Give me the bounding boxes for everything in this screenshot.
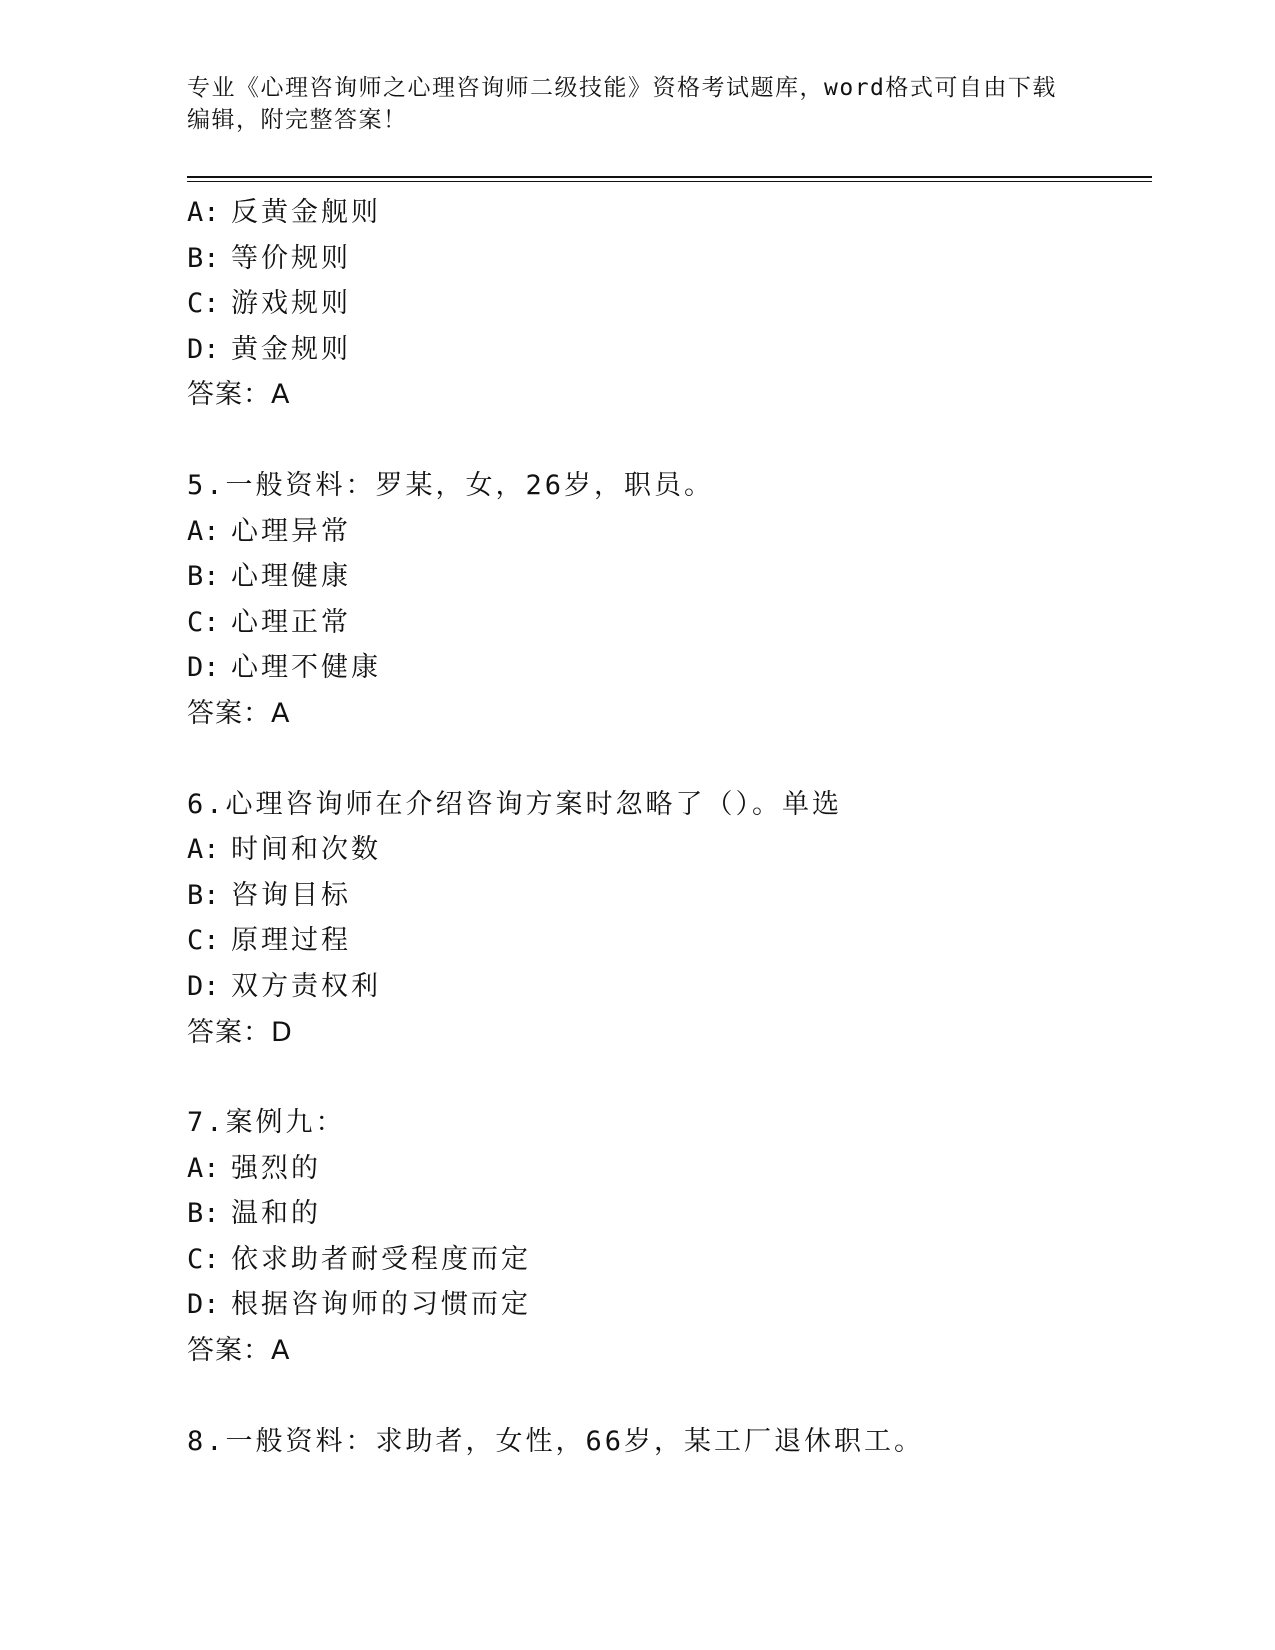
answer-line: 答案：A: [187, 697, 291, 729]
option-text: 原理过程: [231, 925, 351, 957]
option-letter: B:: [187, 1198, 220, 1230]
option-text: 黄金规则: [231, 333, 351, 365]
question-block: [187, 782, 1152, 1056]
question-text: 7.案例九：: [187, 1107, 346, 1139]
option-letter: A:: [187, 197, 220, 228]
option-b: [187, 554, 1152, 600]
option-letter: C:: [187, 925, 220, 957]
option-text: 等价规则: [231, 242, 351, 274]
document-header: [187, 72, 1067, 136]
option-d: [187, 645, 1152, 691]
option-text: 强烈的: [231, 1152, 321, 1184]
option-letter: B:: [187, 242, 220, 274]
option-c: [187, 600, 1152, 646]
option-a: [187, 190, 1152, 236]
header-line-2: 编辑，附完整答案！: [187, 107, 408, 133]
header-line-1: 专业《心理咨询师之心理咨询师二级技能》资格考试题库，word格式可自由下载: [187, 75, 1057, 101]
answer-line: 答案：A: [187, 379, 291, 411]
header-divider-thin: [187, 181, 1152, 182]
option-c: [187, 281, 1152, 327]
answer-line: 答案：D: [187, 1016, 293, 1048]
option-d: [187, 964, 1152, 1010]
option-letter: A:: [187, 1152, 220, 1184]
option-text: 心理健康: [231, 561, 351, 593]
option-text: 心理异常: [231, 515, 351, 547]
option-d: [187, 327, 1152, 373]
option-letter: D:: [187, 1289, 220, 1321]
option-b: [187, 1191, 1152, 1237]
question-text: 5.一般资料：罗某，女，26岁，职员。: [187, 469, 715, 501]
option-letter: B:: [187, 879, 220, 911]
option-d: [187, 1282, 1152, 1328]
option-text: 时间和次数: [231, 834, 381, 866]
option-letter: C:: [187, 288, 220, 320]
option-text: 心理正常: [231, 606, 351, 638]
option-text: 依求助者耐受程度而定: [231, 1243, 531, 1275]
header-divider-thick: [187, 176, 1152, 178]
option-c: [187, 1237, 1152, 1283]
option-b: [187, 873, 1152, 919]
option-letter: A:: [187, 834, 220, 866]
answer-line: 答案：A: [187, 1335, 291, 1367]
option-text: 咨询目标: [231, 879, 351, 911]
question-block: [187, 463, 1152, 737]
option-letter: C:: [187, 606, 220, 638]
option-text: 双方责权利: [231, 970, 381, 1002]
option-text: 温和的: [231, 1198, 321, 1230]
option-b: [187, 236, 1152, 282]
option-letter: B:: [187, 561, 220, 593]
question-list: [187, 190, 1152, 1464]
option-c: [187, 918, 1152, 964]
option-text: 反黄金舰则: [231, 197, 381, 228]
question-block: [187, 190, 1152, 418]
option-a: [187, 827, 1152, 873]
option-a: [187, 509, 1152, 555]
option-letter: A:: [187, 515, 220, 547]
option-text: 心理不健康: [231, 652, 381, 684]
option-text: 游戏规则: [231, 288, 351, 320]
option-text: 根据咨询师的习惯而定: [231, 1289, 531, 1321]
option-letter: D:: [187, 333, 220, 365]
question-block: [187, 1100, 1152, 1374]
option-a: [187, 1146, 1152, 1192]
option-letter: D:: [187, 970, 220, 1002]
option-letter: C:: [187, 1243, 220, 1275]
question-block: [187, 1419, 1152, 1465]
question-text: 8.一般资料：求助者，女性，66岁，某工厂退休职工。: [187, 1425, 925, 1457]
option-letter: D:: [187, 652, 220, 684]
question-text: 6.心理咨询师在介绍咨询方案时忽略了（）。单选: [187, 788, 843, 820]
